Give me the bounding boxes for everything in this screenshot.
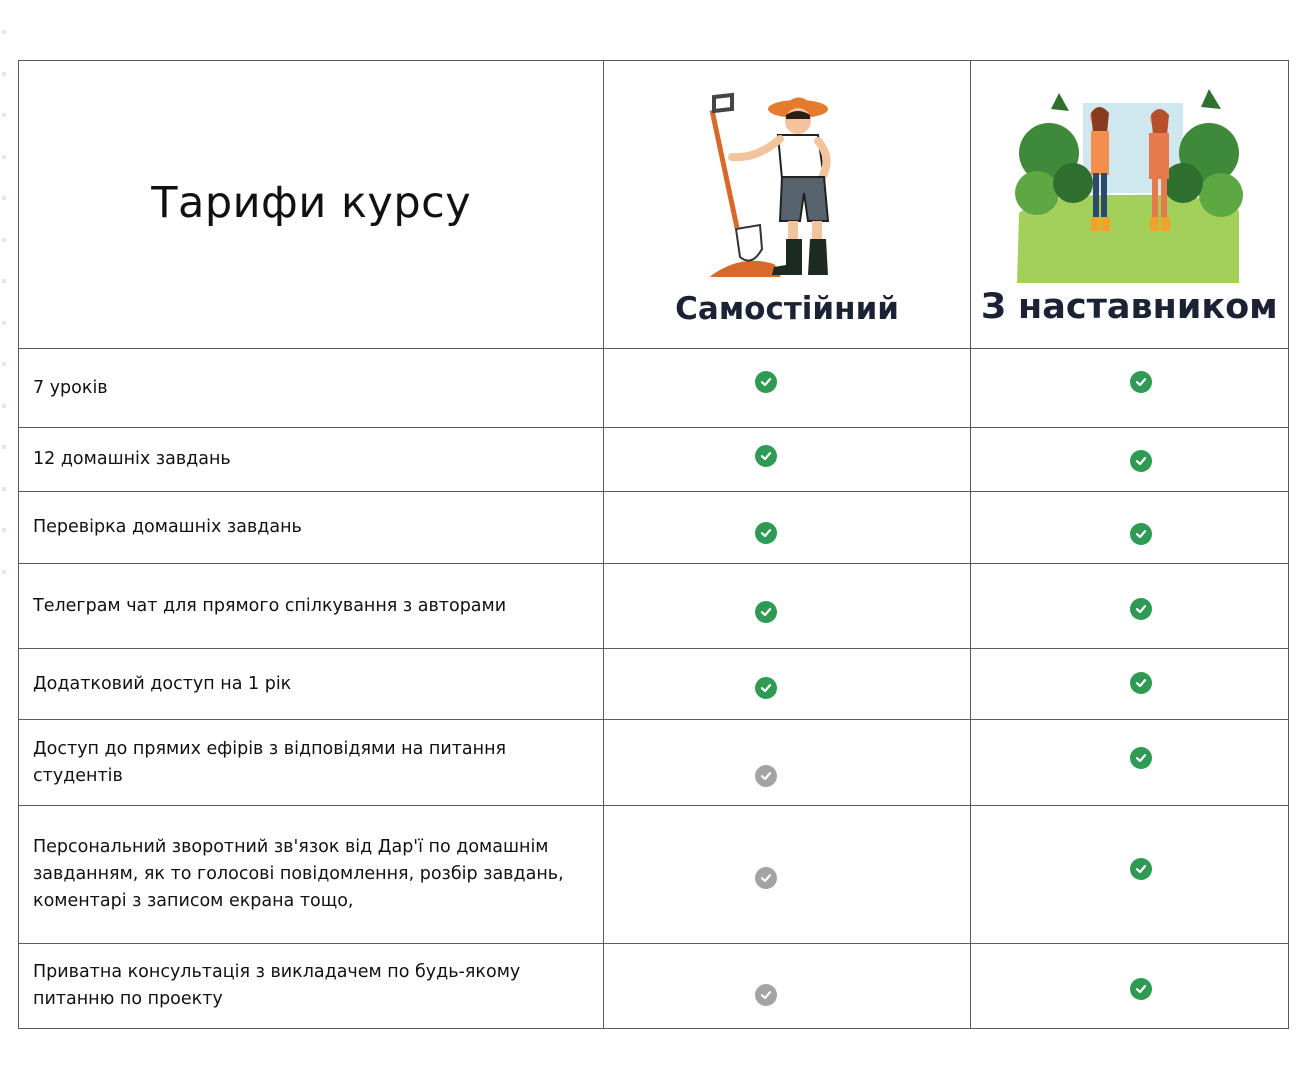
two-gardeners-illustration bbox=[1013, 83, 1245, 283]
page-title: Тарифи курсу bbox=[151, 177, 472, 228]
feature-mentor-cell bbox=[970, 349, 1288, 428]
check-circle-green-icon bbox=[755, 677, 777, 699]
feature-self-cell bbox=[604, 428, 970, 492]
check-circle-green-icon bbox=[755, 371, 777, 393]
check-circle-green-icon bbox=[755, 445, 777, 467]
plan-name-mentor: З наставником bbox=[980, 287, 1278, 327]
plan-column-self bbox=[604, 61, 970, 349]
feature-label: Приватна консультація з викладачем по будь-якому питанню по проекту bbox=[19, 944, 604, 1029]
check-circle-green-icon bbox=[1130, 672, 1152, 694]
table-row bbox=[19, 349, 1289, 428]
feature-label: 7 уроків bbox=[19, 349, 604, 428]
table-row bbox=[19, 428, 1289, 492]
table-row bbox=[19, 564, 1289, 649]
gardener-with-shovel-illustration bbox=[702, 89, 862, 279]
check-circle-green-icon bbox=[1130, 371, 1152, 393]
feature-self-cell bbox=[604, 492, 970, 564]
feature-self-cell bbox=[604, 806, 970, 944]
feature-mentor-cell bbox=[970, 806, 1288, 944]
feature-self-cell bbox=[604, 564, 970, 649]
feature-mentor-cell bbox=[970, 492, 1288, 564]
check-circle-green-icon bbox=[755, 522, 777, 544]
table-header-row bbox=[19, 61, 1289, 349]
plan-column-mentor bbox=[970, 61, 1288, 349]
table-row bbox=[19, 806, 1289, 944]
check-circle-gray-icon bbox=[755, 765, 777, 787]
feature-self-cell bbox=[604, 944, 970, 1029]
feature-label: Телеграм чат для прямого спілкування з авторами bbox=[19, 564, 604, 649]
decorative-dot-column bbox=[2, 30, 6, 590]
pricing-comparison-table bbox=[18, 60, 1289, 1029]
feature-label: Доступ до прямих ефірів з відповідями на питання студентів bbox=[19, 720, 604, 806]
feature-label: Перевірка домашніх завдань bbox=[19, 492, 604, 564]
feature-mentor-cell bbox=[970, 720, 1288, 806]
feature-label: Персональний зворотний зв'язок від Дар'ї по домашнім завданням, як то голосові повідомлення, розбір завдань, коментарі з записом екрана тощо, bbox=[19, 806, 604, 944]
check-circle-gray-icon bbox=[755, 867, 777, 889]
check-circle-green-icon bbox=[1130, 523, 1152, 545]
feature-mentor-cell bbox=[970, 944, 1288, 1029]
check-circle-green-icon bbox=[1130, 858, 1152, 880]
table-row bbox=[19, 720, 1289, 806]
check-circle-green-icon bbox=[1130, 747, 1152, 769]
feature-mentor-cell bbox=[970, 428, 1288, 492]
feature-mentor-cell bbox=[970, 564, 1288, 649]
check-circle-green-icon bbox=[755, 601, 777, 623]
feature-mentor-cell bbox=[970, 649, 1288, 720]
check-circle-green-icon bbox=[1130, 450, 1152, 472]
table-row bbox=[19, 944, 1289, 1029]
table-row bbox=[19, 649, 1289, 720]
feature-label: 12 домашніх завдань bbox=[19, 428, 604, 492]
feature-label: Додатковий доступ на 1 рік bbox=[19, 649, 604, 720]
check-circle-gray-icon bbox=[755, 984, 777, 1006]
check-circle-green-icon bbox=[1130, 598, 1152, 620]
plan-name-self: Самостійний bbox=[675, 291, 900, 327]
feature-self-cell bbox=[604, 649, 970, 720]
table-row bbox=[19, 492, 1289, 564]
feature-self-cell bbox=[604, 720, 970, 806]
check-circle-green-icon bbox=[1130, 978, 1152, 1000]
feature-self-cell bbox=[604, 349, 970, 428]
title-cell bbox=[19, 61, 604, 349]
